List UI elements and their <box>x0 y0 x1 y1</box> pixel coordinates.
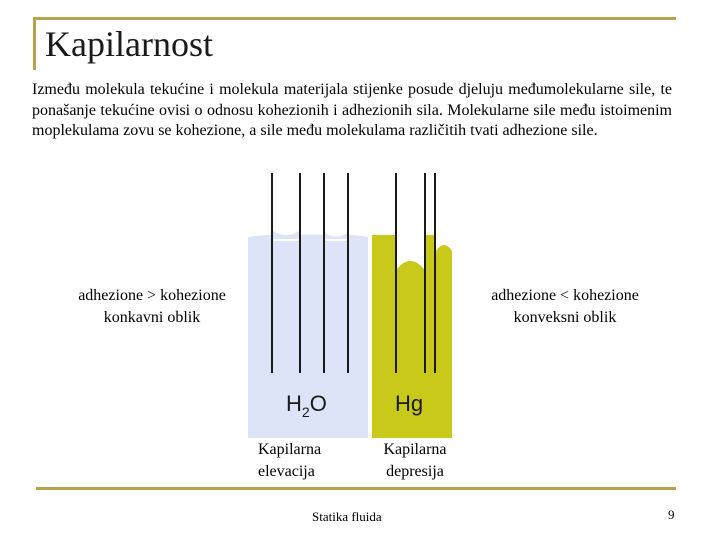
convex-caption-shape: konveksni oblik <box>513 309 617 326</box>
title-frame-left-rule <box>33 17 36 70</box>
depression-caption <box>370 439 460 483</box>
convex-caption <box>470 285 660 329</box>
water-surface <box>248 235 368 238</box>
body-paragraph: Između molekula tekućine i molekula materijala stijenke posude djeluju međumolekularne sile, te ponašanje tekućine ovisi o odnosu kohezionih i adhezionih sila. Molekularne sile među istoimenim moplekulama zovu se kohezione, a sile među molekulama različitih tvati adhezione sile. <box>32 81 672 139</box>
depression-caption-line2: depresija <box>386 463 444 480</box>
depression-caption-line1: Kapilarna <box>383 441 447 458</box>
mercury-tube-left-gap <box>397 173 424 269</box>
capillarity-figure <box>248 173 452 438</box>
concave-caption-shape: konkavni oblik <box>103 309 201 326</box>
title-frame-top-rule <box>33 17 676 20</box>
elevation-caption-line2: elevacija <box>258 463 315 480</box>
elevation-caption <box>258 439 348 483</box>
concave-caption <box>62 285 242 329</box>
water-tube-right-liquid <box>325 175 347 241</box>
footer-rule <box>36 487 676 490</box>
elevation-caption-line1: Kapilarna <box>258 441 322 458</box>
page-number: 9 <box>668 507 675 522</box>
mercury-tube-right-gap <box>436 173 452 251</box>
slide-title: Kapilarnost <box>45 24 213 64</box>
convex-caption-condition: adhezione < kohezione <box>491 287 639 304</box>
footer-text: Statika fluida <box>312 509 382 524</box>
water-tube-left-liquid <box>273 175 299 241</box>
mercury-label: Hg <box>395 391 424 416</box>
concave-caption-condition: adhezione > kohezione <box>78 287 226 304</box>
water-label: $H_2O$ <box>286 391 327 420</box>
